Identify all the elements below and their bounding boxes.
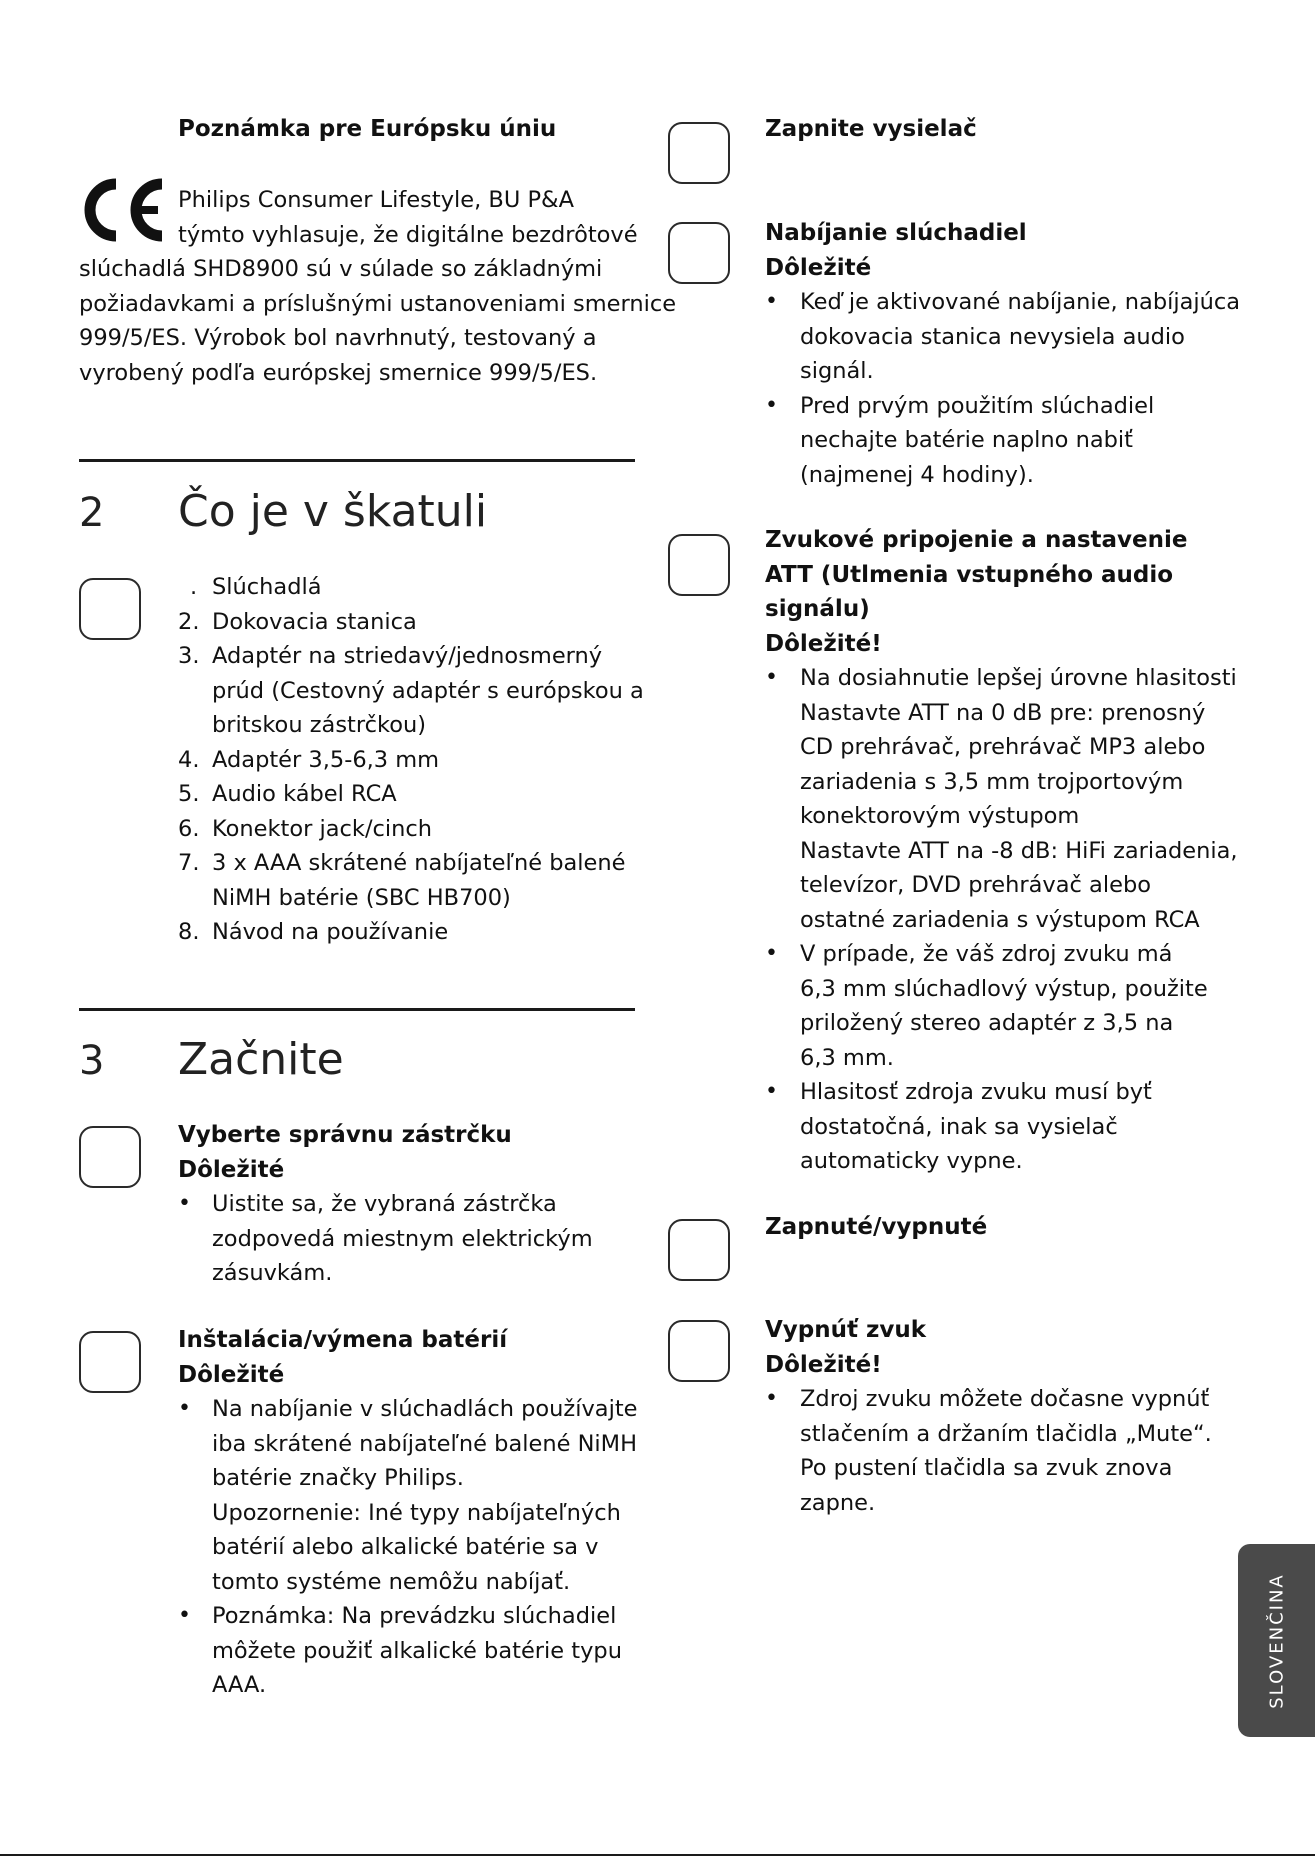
list-item-number: 3.: [178, 643, 200, 669]
bullet-text: ostatné zariadenia s výstupom RCA: [800, 906, 1200, 933]
section-number: 2: [79, 490, 105, 536]
bullet-text: Nastavte ATT na -8 dB: HiFi zariadenia,: [800, 837, 1238, 864]
bullet-text: dostatočná, inak sa vysielač: [800, 1113, 1118, 1140]
list-item-text: britskou zástrčkou): [212, 712, 427, 738]
bullet-text: môžete použiť alkalické batérie typu: [212, 1637, 622, 1664]
important-label: Dôležité: [765, 254, 872, 281]
list-item-text: Slúchadlá: [212, 574, 322, 600]
subsection-title: Zapnuté/vypnuté: [765, 1214, 988, 1240]
bullet-text: zapne.: [800, 1489, 876, 1516]
bullet-text: signál.: [800, 358, 874, 384]
bullet-text: 6,3 mm slúchadlový výstup, použite: [800, 975, 1208, 1002]
subsection-title: Inštalácia/výmena batérií: [178, 1327, 508, 1353]
bullet-text: Na nabíjanie v slúchadlách používajte: [212, 1396, 638, 1422]
subsection-title: Zapnite vysielač: [765, 116, 977, 142]
subsection-title: Vypnúť zvuk: [765, 1317, 927, 1343]
section-divider: [79, 459, 635, 462]
bullet-text: zodpovedá miestnym elektrickým: [212, 1225, 593, 1252]
list-item-text: Dokovacia stanica: [212, 608, 417, 635]
bullet-text: zariadenia s 3,5 mm trojportovým: [800, 768, 1184, 795]
eu-note-line-5: 999/5/ES. Výrobok bol navrhnutý, testovaný a: [79, 325, 597, 351]
list-item-number: .: [190, 574, 198, 600]
list-item-text: Konektor jack/cinch: [212, 815, 433, 842]
bullet-text: Pred prvým použitím slúchadiel: [800, 392, 1155, 419]
eu-note-line-1: Philips Consumer Lifestyle, BU P&A: [178, 187, 574, 213]
bullet-marker: •: [765, 1386, 778, 1411]
bullet-marker: •: [178, 1603, 191, 1628]
list-item-text: 3 x AAA skrátené nabíjateľné balené: [212, 850, 626, 876]
bullet-text: CD prehrávač, prehrávač MP3 alebo: [800, 734, 1206, 760]
bullet-marker: •: [765, 941, 778, 966]
bullet-text: Po pustení tlačidla sa zvuk znova: [800, 1455, 1173, 1481]
bullet-marker: •: [178, 1191, 191, 1216]
list-item-text: prúd (Cestovný adaptér s európskou a: [212, 677, 644, 704]
checkbox-audio: [668, 534, 730, 596]
bullet-marker: •: [765, 1079, 778, 1104]
bullet-text: V prípade, že váš zdroj zvuku má: [800, 941, 1173, 967]
bullet-text: priložený stereo adaptér z 3,5 na: [800, 1010, 1174, 1036]
subsection-title: ATT (Utlmenia vstupného audio: [765, 561, 1174, 588]
bullet-text: konektorovým výstupom: [800, 803, 1080, 829]
checkbox-box-contents: [79, 578, 141, 640]
eu-note-line-4: požiadavkami a príslušnými ustanoveniami smernice: [79, 290, 677, 317]
subsection-title: Zvukové pripojenie a nastavenie: [765, 527, 1188, 553]
language-tab-label: SLOVENČINA: [1266, 1572, 1287, 1709]
bullet-text: Hlasitosť zdroja zvuku musí byť: [800, 1079, 1152, 1105]
subsection-title: Nabíjanie slúchadiel: [765, 220, 1027, 246]
language-tab: [1238, 1544, 1315, 1737]
checkbox-plug: [79, 1126, 141, 1188]
bullet-text: Na dosiahnutie lepšej úrovne hlasitosti: [800, 665, 1237, 691]
eu-note-line-3: slúchadlá SHD8900 sú v súlade so základnými: [79, 256, 603, 282]
checkbox-mute: [668, 1320, 730, 1382]
list-item-text: Návod na používanie: [212, 919, 449, 945]
bullet-marker: •: [765, 289, 778, 314]
bullet-text: tomto systéme nemôžu nabíjať.: [212, 1568, 571, 1595]
eu-note-line-2: týmto vyhlasuje, že digitálne bezdrôtové: [178, 221, 638, 248]
bullet-text: televízor, DVD prehrávač alebo: [800, 872, 1151, 898]
important-label: Dôležité: [178, 1361, 285, 1388]
bullet-marker: •: [765, 665, 778, 690]
bullet-text: AAA.: [212, 1672, 267, 1698]
footer-rule: [0, 1854, 1315, 1856]
subsection-title: signálu): [765, 596, 870, 622]
list-item-number: 2.: [178, 608, 200, 635]
section-title: Čo je v škatuli: [178, 486, 488, 537]
bullet-text: zásuvkám.: [212, 1260, 333, 1286]
list-item-number: 7.: [178, 850, 200, 876]
bullet-text: iba skrátené nabíjateľné balené NiMH: [212, 1430, 637, 1457]
bullet-text: (najmenej 4 hodiny).: [800, 461, 1034, 488]
bullet-text: Poznámka: Na prevádzku slúchadiel: [212, 1603, 617, 1629]
subsection-title: Vyberte správnu zástrčku: [178, 1122, 512, 1148]
bullet-text: batérií alebo alkalické batérie sa v: [212, 1534, 599, 1560]
bullet-text: automaticky vypne.: [800, 1148, 1023, 1174]
eu-note-title: Poznámka pre Európsku úniu: [178, 116, 557, 142]
bullet-text: Nastavte ATT na 0 dB pre: prenosný: [800, 699, 1206, 726]
important-label: Dôležité!: [765, 630, 882, 657]
list-item-number: 8.: [178, 919, 200, 945]
list-item-number: 5.: [178, 781, 200, 807]
bullet-text: Zdroj zvuku môžete dočasne vypnúť: [800, 1386, 1210, 1412]
checkbox-battery: [79, 1331, 141, 1393]
section-title: Začnite: [178, 1034, 344, 1085]
checkbox-charging: [668, 222, 730, 284]
checkbox-onoff: [668, 1219, 730, 1281]
checkbox-transmitter: [668, 122, 730, 184]
bullet-text: nechajte batérie naplno nabiť: [800, 427, 1133, 453]
list-item-number: 4.: [178, 746, 200, 773]
list-item-number: 6.: [178, 815, 200, 842]
list-item-text: Adaptér 3,5-6,3 mm: [212, 746, 440, 773]
bullet-text: Upozornenie: Iné typy nabíjateľných: [212, 1499, 621, 1526]
bullet-marker: •: [178, 1396, 191, 1421]
bullet-text: batérie značky Philips.: [212, 1465, 464, 1491]
list-item-text: Audio kábel RCA: [212, 781, 397, 807]
bullet-text: dokovacia stanica nevysiela audio: [800, 323, 1185, 350]
bullet-text: 6,3 mm.: [800, 1044, 894, 1071]
ce-mark-logo: [78, 178, 168, 242]
section-divider: [79, 1008, 635, 1011]
list-item-text: NiMH batérie (SBC HB700): [212, 884, 511, 911]
bullet-text: Keď je aktivované nabíjanie, nabíjajúca: [800, 289, 1241, 315]
bullet-text: Uistite sa, že vybraná zástrčka: [212, 1191, 557, 1217]
list-item-text: Adaptér na striedavý/jednosmerný: [212, 643, 603, 669]
section-number: 3: [79, 1038, 105, 1084]
important-label: Dôležité!: [765, 1351, 882, 1378]
important-label: Dôležité: [178, 1156, 285, 1183]
bullet-marker: •: [765, 392, 778, 418]
bullet-text: stlačením a držaním tlačidla „Mute“.: [800, 1420, 1212, 1447]
eu-note-line-6: vyrobený podľa európskej smernice 999/5/ES.: [79, 359, 598, 386]
